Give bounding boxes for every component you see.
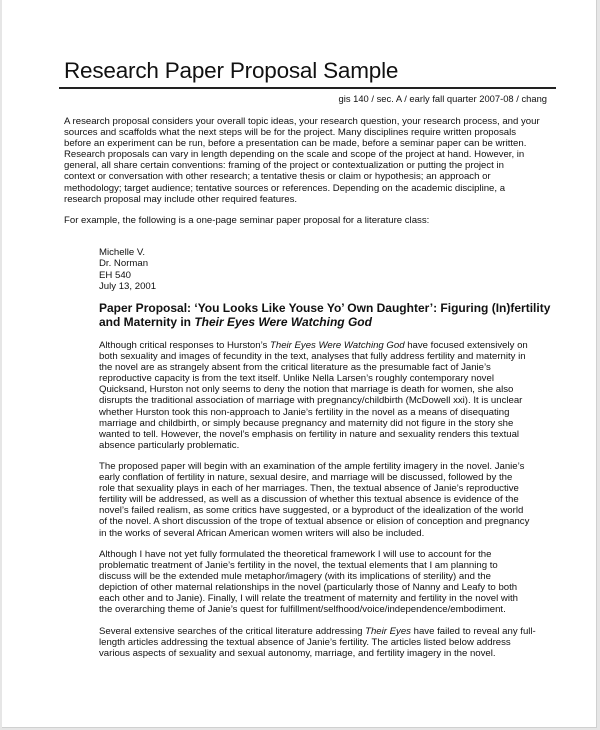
body-paragraph [99,549,518,616]
text-segment: Several extensive searches of the critical literature addressing [99,626,366,637]
text-line: marriage and childbirth, or simply because pregnancy and maternity did not figure in the story she [99,417,514,429]
text-line: disrupts the traditional association of marriage with pregnancy/childbirth (McDowell xxi). It is unclear [99,395,523,407]
text-line [99,626,536,637]
italic-title-text: Their Eyes Were Watching God [270,340,405,351]
text-line: research proposal may include other required features. [64,193,298,205]
text-line: each other and to Janie). Finally, I will relate the treatment of maternity and fertility in the novel with [99,593,518,605]
text-line: both sexuality and images of fecundity in the text, analyses that fully address fertility and maternity in [99,351,526,363]
text-line: sources and scaffolds what the next steps will be for the project. Many disciplines require written proposals [64,127,517,139]
text-line: novel’s failed realism, as some critics have suggested, or a byproduct of the idealization of the world [99,505,524,517]
proposal-heading [99,302,550,329]
text-line: the novel are as strangely absent from the critical literature as the presumable fact of Janie’s [99,362,491,374]
text-line [99,340,528,351]
document-page [2,0,597,728]
text-line: fertility will be addressed, as well as a discussion of whether this textual absence is evidence of the [99,494,519,506]
text-line: Quicksand, Hurston not only seems to deny the notion that marriage is death for women, she also [99,384,514,396]
intro-paragraph [64,116,540,205]
text-segment: Although critical responses to Hurston’s [99,340,270,351]
text-line: the overarching theme of Janie’s quest for fulfillment/selfhood/voice/independence/embodiment. [99,604,506,616]
text-segment: have failed to reveal any full- [410,626,536,637]
text-line: general, all share certain conventions: framing of the project or contextualization or putting the project in [64,160,504,172]
text-line: For example, the following is a one-page seminar paper proposal for a literature class: [64,215,430,226]
text-line: EH 540 [99,269,131,281]
text-line: reproductive capacity is from the text itself. Unlike Nella Larsen’s roughly contemporary novel [99,373,494,385]
body-paragraph [99,461,529,539]
text-line: Michelle V. [99,247,146,258]
text-line: context or conversation with other research; a tentative thesis or claim or hypothesis; an approach or [64,171,491,183]
text-line: before an experiment can be run, before a presentation can be made, before a seminar paper can be written. [64,138,527,150]
course-line: gis 140 / sec. A / early fall quarter 2007-08 / chang [338,93,547,104]
text-line: Paper Proposal: ‘You Looks Like Youse Yo’ Own Daughter’: Figuring (In)fertility [99,301,551,315]
text-line: problematic treatment of Janie’s fertility in the novel, the textual elements that I am planning to [99,560,498,572]
body-paragraph [99,340,528,451]
text-line: The proposed paper will begin with an examination of the ample fertility imagery in the novel. Janie’s [99,461,525,472]
text-line: July 13, 2001 [99,280,157,292]
text-line: wanted to tell. However, the novel’s emphasis on fertility in nature and sexuality renders this textual [99,428,520,440]
text-segment: and Maternity in [99,314,195,329]
text-line: early conflation of fertility in nature, sexual desire, and marriage will be discussed, followed by the [99,472,513,484]
text-line: of the novel. A short discussion of the trope of textual absence or elision of conception and pregnancy [99,516,530,528]
body-paragraph [99,626,536,659]
text-line [99,316,550,330]
text-line: various aspects of sexuality and sexual autonomy, marriage, and fertility imagery in the novel. [99,648,496,660]
document-title: Research Paper Proposal Sample [64,58,399,83]
text-line: in the works of several African American women writers will also be included. [99,527,425,539]
title-rule [59,87,556,89]
text-line: Research proposals can vary in length depending on the scale and scope of the project at hand. However, in [64,149,525,161]
text-line: role that sexuality plays in each of her marriages. Then, the textual absence of Janie’s reproductive [99,483,519,495]
address-block [99,247,156,292]
text-line: absence particularly problematic. [99,439,240,451]
text-line: Although I have not yet fully formulated the theoretical framework I will use to account for the [99,549,492,560]
text-line: Dr. Norman [99,258,149,270]
text-segment: have focused extensively on [404,340,528,351]
example-intro [64,215,429,226]
text-line: A research proposal considers your overall topic ideas, your research question, your research process, and your [64,116,540,127]
italic-title-text: Their Eyes [365,626,411,637]
text-line: methodology; target audience; tentative sources or references. Depending on the academic discipline, a [64,182,506,194]
text-line: depiction of other maternal relationships in the novel (particularly those of Nanny and Leafy to both [99,582,518,594]
text-line: whether Hurston took this non-approach to Janie’s fertility in the novel as a means of disequating [99,406,510,418]
text-line: length articles addressing the textual absence of Janie’s fertility. The articles listed below address [99,637,511,649]
text-line: discuss will be the extended mule metaphor/imagery (with its implications of sterility) and the [99,571,491,583]
italic-title-text: Their Eyes Were Watching God [194,314,372,329]
